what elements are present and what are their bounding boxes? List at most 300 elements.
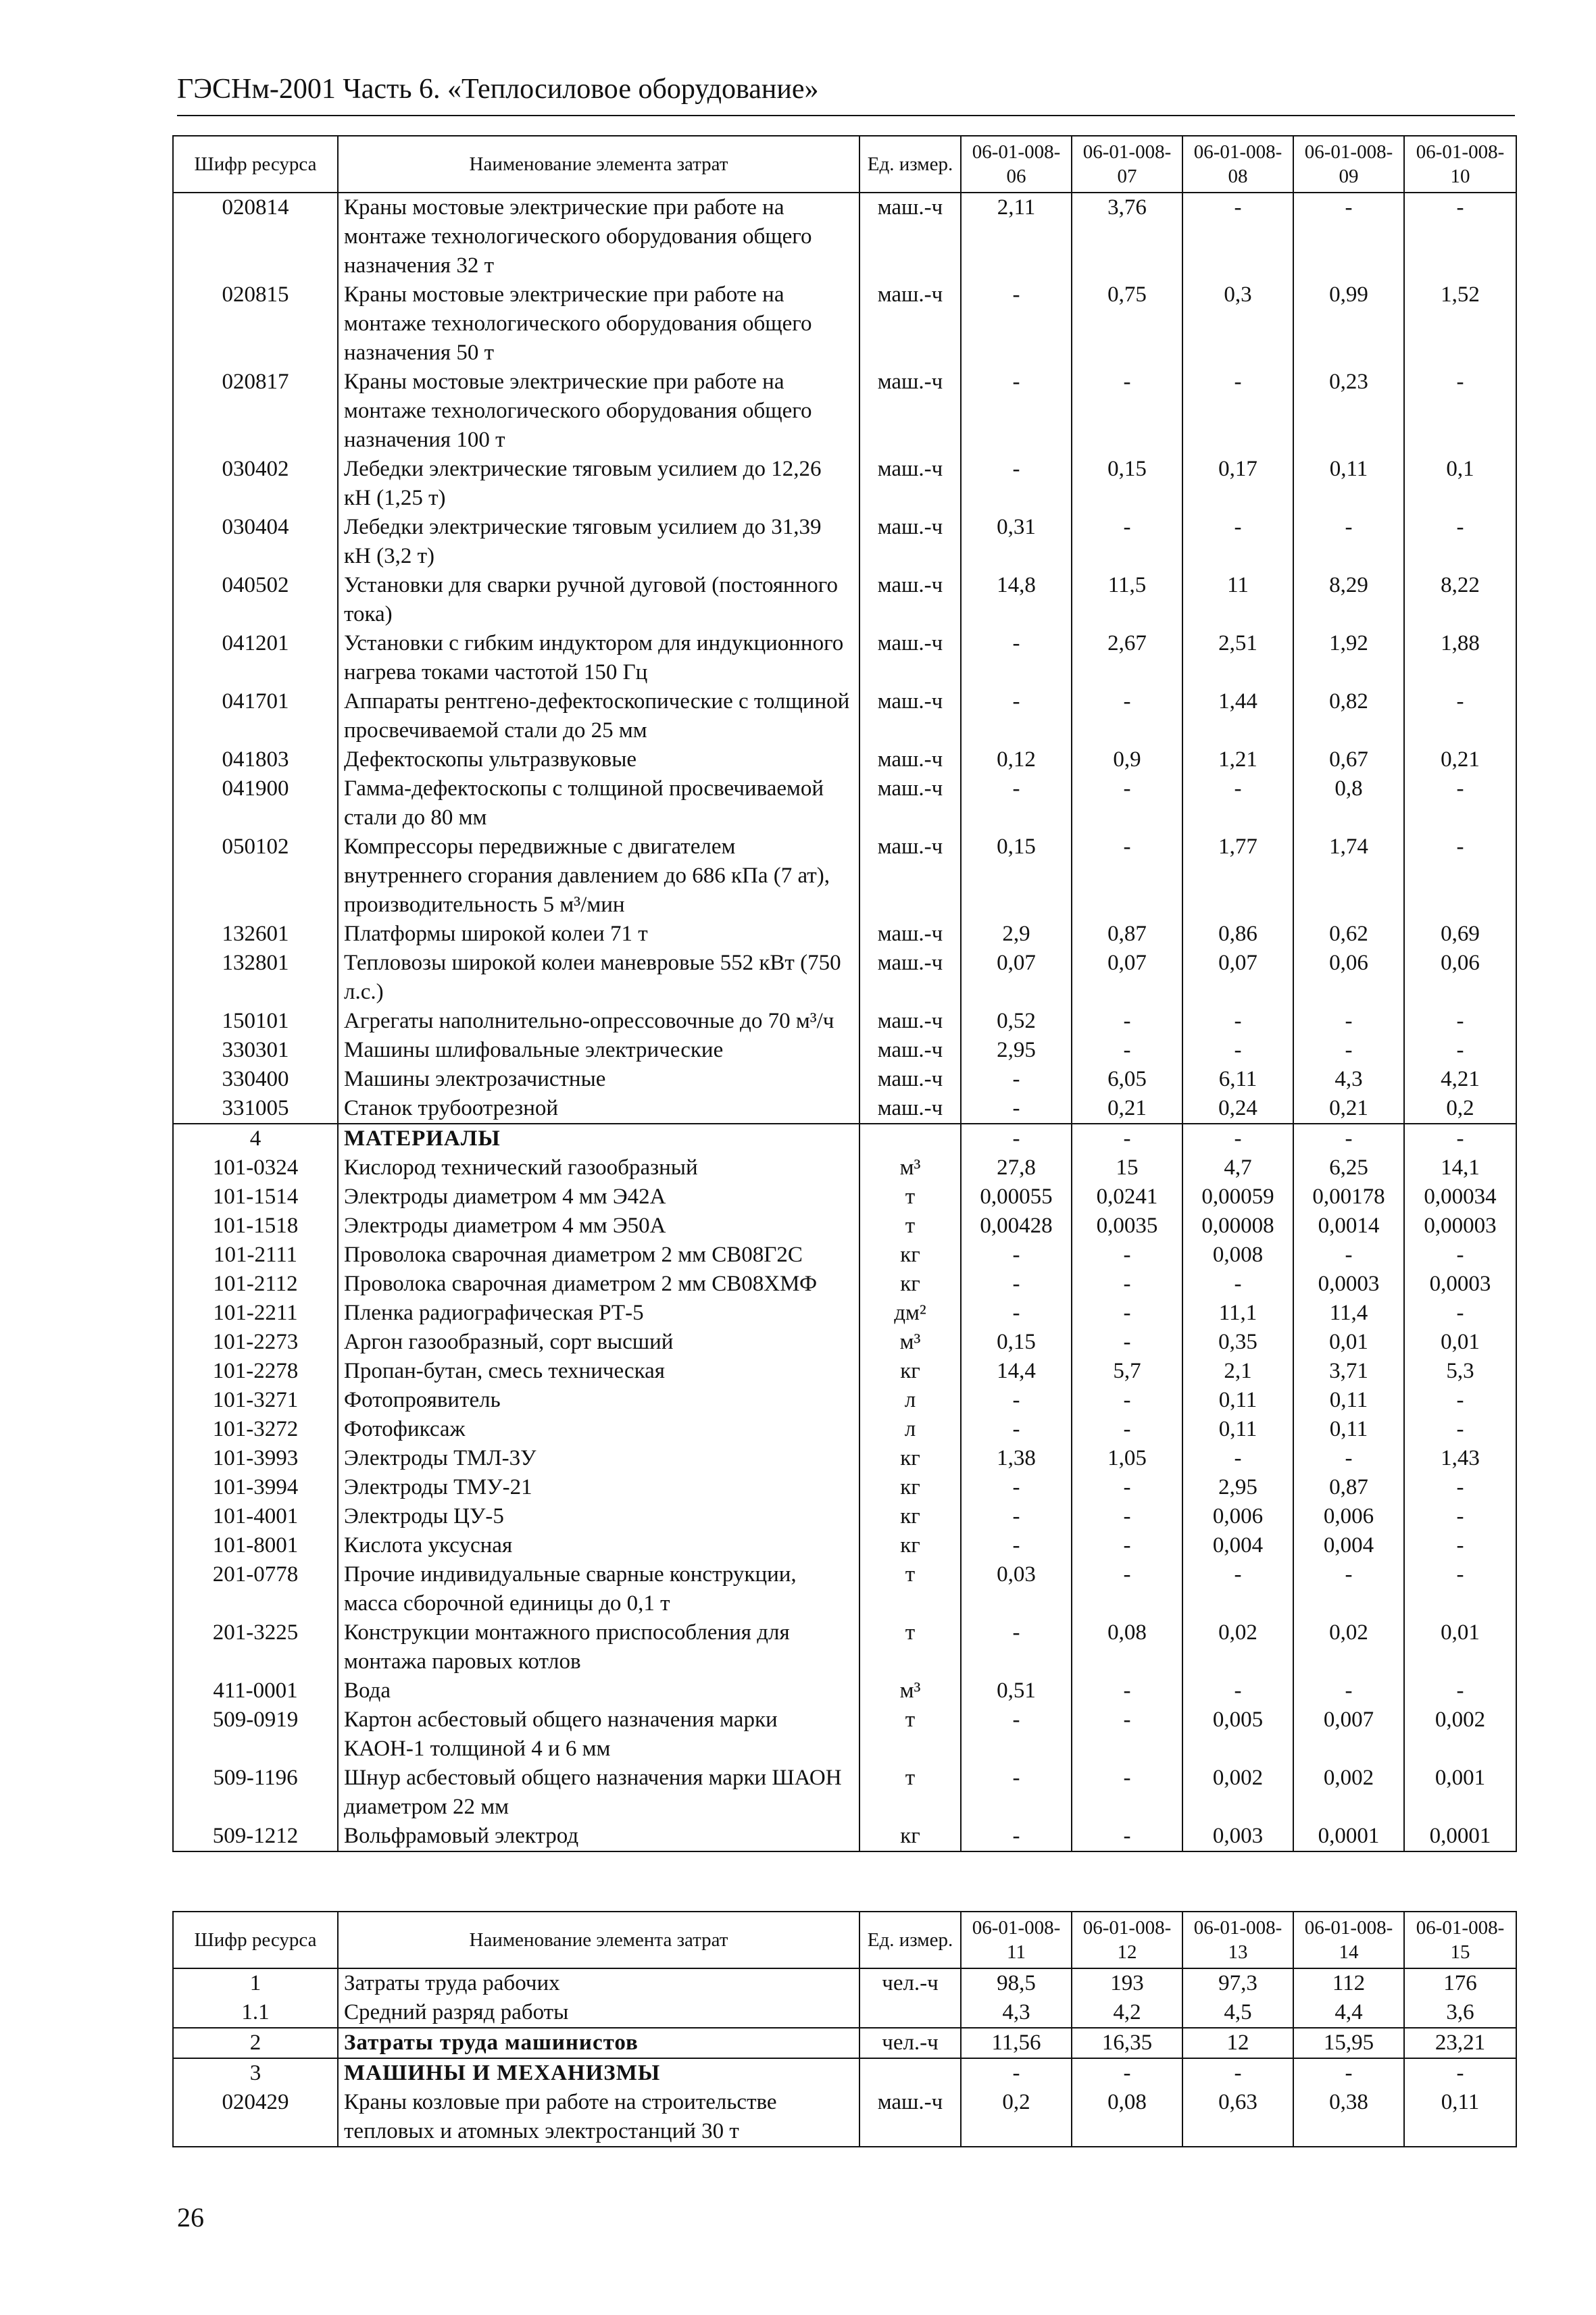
- resource-code-cell: 030404: [173, 513, 338, 571]
- value-cell: -: [1072, 1241, 1182, 1270]
- resource-table-2: [172, 1911, 1517, 2147]
- resource-name-cell: Тепловозы широкой колеи маневровые 552 кВт (750 л.с.): [338, 949, 859, 1007]
- resource-name-cell: Краны мостовые электрические при работе на монтаже технологического оборудования общего назначения 100 т: [338, 368, 859, 455]
- resource-code-cell: 1.1: [173, 1998, 338, 2028]
- resource-code-cell: 101-3993: [173, 1444, 338, 1473]
- value-cell: 2,11: [961, 193, 1072, 280]
- value-cell: 12: [1182, 2028, 1293, 2058]
- unit-cell: маш.-ч: [859, 687, 961, 745]
- value-cell: -: [961, 1241, 1072, 1270]
- value-cell: -: [961, 1094, 1072, 1124]
- unit-cell: м³: [859, 1153, 961, 1183]
- value-cell: 0,001: [1404, 1764, 1516, 1822]
- value-cell: 6,05: [1072, 1065, 1182, 1094]
- value-cell: 14,4: [961, 1357, 1072, 1386]
- table-row: [173, 1094, 1516, 1124]
- table-row: [173, 1473, 1516, 1502]
- value-cell: -: [1072, 2058, 1182, 2088]
- resource-name-cell: Краны козловые при работе на строительстве тепловых и атомных электростанций 30 т: [338, 2088, 859, 2147]
- resource-code-cell: 201-3225: [173, 1618, 338, 1676]
- resource-code-cell: 101-2211: [173, 1299, 338, 1328]
- value-cell: 0,11: [1293, 1386, 1404, 1415]
- value-cell: -: [1293, 2058, 1404, 2088]
- unit-cell: т: [859, 1212, 961, 1241]
- value-cell: -: [1182, 1007, 1293, 1036]
- value-cell: 0,02: [1182, 1618, 1293, 1676]
- column-header: 06-01-008-10: [1404, 136, 1516, 193]
- unit-cell: маш.-ч: [859, 1065, 961, 1094]
- value-cell: 0,11: [1293, 1415, 1404, 1444]
- resource-code-cell: 041803: [173, 745, 338, 774]
- table-row: [173, 1531, 1516, 1560]
- value-cell: -: [1404, 1473, 1516, 1502]
- value-cell: 1,52: [1404, 280, 1516, 368]
- value-cell: -: [961, 455, 1072, 513]
- value-cell: 0,01: [1293, 1328, 1404, 1357]
- value-cell: 1,74: [1293, 832, 1404, 920]
- value-cell: -: [1293, 1124, 1404, 1153]
- value-cell: -: [1182, 774, 1293, 832]
- resource-code-cell: 509-1196: [173, 1764, 338, 1822]
- unit-cell: т: [859, 1764, 961, 1822]
- table-row: [173, 1036, 1516, 1065]
- table-row: [173, 1357, 1516, 1386]
- value-cell: -: [961, 1618, 1072, 1676]
- column-header: Ед. измер.: [859, 1912, 961, 1968]
- value-cell: -: [1072, 1328, 1182, 1357]
- value-cell: 0,00008: [1182, 1212, 1293, 1241]
- table-row: [173, 1998, 1516, 2028]
- column-header: Наименование элемента затрат: [338, 136, 859, 193]
- resource-name-cell: МАШИНЫ И МЕХАНИЗМЫ: [338, 2058, 859, 2088]
- value-cell: 11: [1182, 571, 1293, 629]
- value-cell: -: [1293, 1444, 1404, 1473]
- value-cell: 11,1: [1182, 1299, 1293, 1328]
- resource-code-cell: 509-1212: [173, 1822, 338, 1851]
- value-cell: -: [961, 1386, 1072, 1415]
- value-cell: -: [1293, 1036, 1404, 1065]
- value-cell: 0,0001: [1404, 1822, 1516, 1851]
- value-cell: 1,21: [1182, 745, 1293, 774]
- resource-name-cell: Вольфрамовый электрод: [338, 1822, 859, 1851]
- resource-name-cell: Затраты труда рабочих: [338, 1968, 859, 1998]
- table-row: [173, 513, 1516, 571]
- value-cell: 0,00003: [1404, 1212, 1516, 1241]
- value-cell: 1,44: [1182, 687, 1293, 745]
- value-cell: 2,95: [961, 1036, 1072, 1065]
- value-cell: -: [1072, 1676, 1182, 1706]
- table-header-row: [173, 1912, 1516, 1968]
- table-row: [173, 1502, 1516, 1531]
- value-cell: 0,11: [1182, 1386, 1293, 1415]
- resource-code-cell: 509-0919: [173, 1706, 338, 1764]
- resource-name-cell: Фотопроявитель: [338, 1386, 859, 1415]
- value-cell: 0,0003: [1293, 1270, 1404, 1299]
- value-cell: -: [1072, 368, 1182, 455]
- value-cell: 0,07: [1072, 949, 1182, 1007]
- value-cell: 0,23: [1293, 368, 1404, 455]
- section-row: [173, 2028, 1516, 2058]
- value-cell: 0,0241: [1072, 1183, 1182, 1212]
- unit-cell: маш.-ч: [859, 832, 961, 920]
- unit-cell: кг: [859, 1473, 961, 1502]
- value-cell: 0,00428: [961, 1212, 1072, 1241]
- value-cell: 97,3: [1182, 1968, 1293, 1998]
- value-cell: 0,006: [1182, 1502, 1293, 1531]
- value-cell: 4,4: [1293, 1998, 1404, 2028]
- value-cell: 0,002: [1404, 1706, 1516, 1764]
- resource-name-cell: Шнур асбестовый общего назначения марки ШАОН диаметром 22 мм: [338, 1764, 859, 1822]
- column-header: 06-01-008-12: [1072, 1912, 1182, 1968]
- value-cell: 16,35: [1072, 2028, 1182, 2058]
- value-cell: -: [1404, 832, 1516, 920]
- value-cell: 0,99: [1293, 280, 1404, 368]
- resource-code-cell: 101-2273: [173, 1328, 338, 1357]
- value-cell: 27,8: [961, 1153, 1072, 1183]
- value-cell: 0,38: [1293, 2088, 1404, 2147]
- table-row: [173, 1212, 1516, 1241]
- unit-cell: кг: [859, 1357, 961, 1386]
- resource-name-cell: Кислота уксусная: [338, 1531, 859, 1560]
- unit-cell: л: [859, 1415, 961, 1444]
- value-cell: -: [961, 1124, 1072, 1153]
- resource-name-cell: Аппараты рентгено-дефектоскопические с толщиной просвечиваемой стали до 25 мм: [338, 687, 859, 745]
- table-row: [173, 920, 1516, 949]
- value-cell: 98,5: [961, 1968, 1072, 1998]
- resource-code-cell: 020817: [173, 368, 338, 455]
- value-cell: 112: [1293, 1968, 1404, 1998]
- unit-cell: т: [859, 1706, 961, 1764]
- value-cell: -: [1182, 1124, 1293, 1153]
- table-row: [173, 1676, 1516, 1706]
- value-cell: 0,00178: [1293, 1183, 1404, 1212]
- value-cell: 0,87: [1072, 920, 1182, 949]
- value-cell: -: [1072, 687, 1182, 745]
- resource-name-cell: Электроды ТМУ-21: [338, 1473, 859, 1502]
- value-cell: -: [1404, 2058, 1516, 2088]
- value-cell: 4,2: [1072, 1998, 1182, 2028]
- value-cell: -: [961, 280, 1072, 368]
- value-cell: -: [1404, 513, 1516, 571]
- value-cell: 3,76: [1072, 193, 1182, 280]
- value-cell: 4,21: [1404, 1065, 1516, 1094]
- resource-name-cell: Дефектоскопы ультразвуковые: [338, 745, 859, 774]
- unit-cell: маш.-ч: [859, 513, 961, 571]
- value-cell: 4,3: [1293, 1065, 1404, 1094]
- value-cell: 0,00059: [1182, 1183, 1293, 1212]
- unit-cell: маш.-ч: [859, 2088, 961, 2147]
- value-cell: 1,77: [1182, 832, 1293, 920]
- value-cell: 0,0014: [1293, 1212, 1404, 1241]
- unit-cell: маш.-ч: [859, 949, 961, 1007]
- value-cell: -: [1072, 1560, 1182, 1618]
- resource-code-cell: 331005: [173, 1094, 338, 1124]
- column-header: 06-01-008-09: [1293, 136, 1404, 193]
- table-row: [173, 832, 1516, 920]
- table-row: [173, 571, 1516, 629]
- value-cell: 2,51: [1182, 629, 1293, 687]
- value-cell: -: [1072, 832, 1182, 920]
- unit-cell: маш.-ч: [859, 571, 961, 629]
- value-cell: 0,75: [1072, 280, 1182, 368]
- value-cell: 0,1: [1404, 455, 1516, 513]
- resource-name-cell: Картон асбестовый общего назначения марки КАОН-1 толщиной 4 и 6 мм: [338, 1706, 859, 1764]
- column-header: 06-01-008-06: [961, 136, 1072, 193]
- table-row: [173, 1415, 1516, 1444]
- resource-name-cell: Машины электрозачистные: [338, 1065, 859, 1094]
- value-cell: -: [1293, 193, 1404, 280]
- value-cell: 0,86: [1182, 920, 1293, 949]
- resource-code-cell: 101-0324: [173, 1153, 338, 1183]
- value-cell: 0,0001: [1293, 1822, 1404, 1851]
- unit-cell: маш.-ч: [859, 1094, 961, 1124]
- value-cell: -: [1072, 1007, 1182, 1036]
- value-cell: 8,22: [1404, 571, 1516, 629]
- table-row: [173, 1007, 1516, 1036]
- resource-code-cell: 101-2111: [173, 1241, 338, 1270]
- column-header: Шифр ресурса: [173, 1912, 338, 1968]
- column-header: Наименование элемента затрат: [338, 1912, 859, 1968]
- value-cell: -: [1182, 1036, 1293, 1065]
- value-cell: -: [1072, 1415, 1182, 1444]
- value-cell: 1,38: [961, 1444, 1072, 1473]
- resource-name-cell: Агрегаты наполнительно-опрессовочные до 70 м³/ч: [338, 1007, 859, 1036]
- value-cell: -: [1404, 1036, 1516, 1065]
- table-row: [173, 455, 1516, 513]
- value-cell: 0,004: [1293, 1531, 1404, 1560]
- value-cell: 0,003: [1182, 1822, 1293, 1851]
- resource-code-cell: 041201: [173, 629, 338, 687]
- value-cell: -: [961, 2058, 1072, 2088]
- table-row: [173, 774, 1516, 832]
- value-cell: 0,15: [961, 1328, 1072, 1357]
- value-cell: -: [1404, 1560, 1516, 1618]
- resource-code-cell: 101-2278: [173, 1357, 338, 1386]
- resource-name-cell: Вода: [338, 1676, 859, 1706]
- table-row: [173, 1618, 1516, 1676]
- value-cell: 0,00034: [1404, 1183, 1516, 1212]
- value-cell: -: [1072, 774, 1182, 832]
- table-row: [173, 2088, 1516, 2147]
- resource-code-cell: 101-4001: [173, 1502, 338, 1531]
- column-header: 06-01-008-11: [961, 1912, 1072, 1968]
- table-row: [173, 1328, 1516, 1357]
- value-cell: -: [1404, 1299, 1516, 1328]
- table-row: [173, 1968, 1516, 1998]
- resource-name-cell: Конструкции монтажного приспособления для монтажа паровых котлов: [338, 1618, 859, 1676]
- resource-name-cell: Прочие индивидуальные сварные конструкции, масса сборочной единицы до 0,1 т: [338, 1560, 859, 1618]
- value-cell: -: [961, 1764, 1072, 1822]
- value-cell: -: [961, 1502, 1072, 1531]
- value-cell: 0,35: [1182, 1328, 1293, 1357]
- unit-cell: кг: [859, 1444, 961, 1473]
- value-cell: 0,0003: [1404, 1270, 1516, 1299]
- value-cell: 0,9: [1072, 745, 1182, 774]
- resource-code-cell: 101-1514: [173, 1183, 338, 1212]
- unit-cell: л: [859, 1386, 961, 1415]
- value-cell: -: [1072, 1822, 1182, 1851]
- resource-name-cell: Электроды диаметром 4 мм Э42А: [338, 1183, 859, 1212]
- value-cell: 0,06: [1293, 949, 1404, 1007]
- value-cell: 3,71: [1293, 1357, 1404, 1386]
- unit-cell: т: [859, 1618, 961, 1676]
- value-cell: 14,8: [961, 571, 1072, 629]
- value-cell: 0,62: [1293, 920, 1404, 949]
- value-cell: -: [961, 1706, 1072, 1764]
- column-header: Ед. измер.: [859, 136, 961, 193]
- value-cell: 1,43: [1404, 1444, 1516, 1473]
- value-cell: -: [961, 1473, 1072, 1502]
- value-cell: -: [1404, 687, 1516, 745]
- resource-code-cell: 020814: [173, 193, 338, 280]
- value-cell: 0,006: [1293, 1502, 1404, 1531]
- value-cell: 0,63: [1182, 2088, 1293, 2147]
- value-cell: 1,88: [1404, 629, 1516, 687]
- value-cell: 0,07: [1182, 949, 1293, 1007]
- value-cell: 0,0035: [1072, 1212, 1182, 1241]
- unit-cell: кг: [859, 1270, 961, 1299]
- value-cell: 2,1: [1182, 1357, 1293, 1386]
- value-cell: 1,92: [1293, 629, 1404, 687]
- value-cell: 0,07: [961, 949, 1072, 1007]
- table-body: [173, 1968, 1516, 2147]
- column-header: 06-01-008-15: [1404, 1912, 1516, 1968]
- value-cell: 0,11: [1293, 455, 1404, 513]
- value-cell: -: [1293, 1007, 1404, 1036]
- value-cell: 1,05: [1072, 1444, 1182, 1473]
- value-cell: 0,31: [961, 513, 1072, 571]
- unit-cell: м³: [859, 1328, 961, 1357]
- resource-name-cell: Аргон газообразный, сорт высший: [338, 1328, 859, 1357]
- resource-name-cell: МАТЕРИАЛЫ: [338, 1124, 859, 1153]
- resource-name-cell: Гамма-дефектоскопы с толщиной просвечиваемой стали до 80 мм: [338, 774, 859, 832]
- value-cell: -: [1293, 1676, 1404, 1706]
- table-row: [173, 1764, 1516, 1822]
- value-cell: 0,87: [1293, 1473, 1404, 1502]
- page-title: ГЭСНм-2001 Часть 6. «Теплосиловое оборудование»: [177, 74, 819, 105]
- value-cell: 2,67: [1072, 629, 1182, 687]
- resource-code-cell: 101-3271: [173, 1386, 338, 1415]
- resource-name-cell: Установки для сварки ручной дуговой (постоянного тока): [338, 571, 859, 629]
- resource-name-cell: Станок трубоотрезной: [338, 1094, 859, 1124]
- value-cell: 0,8: [1293, 774, 1404, 832]
- value-cell: -: [961, 1822, 1072, 1851]
- resource-code-cell: 132801: [173, 949, 338, 1007]
- value-cell: -: [1404, 1007, 1516, 1036]
- value-cell: -: [1404, 774, 1516, 832]
- value-cell: -: [1182, 1444, 1293, 1473]
- value-cell: 4,5: [1182, 1998, 1293, 2028]
- value-cell: 0,24: [1182, 1094, 1293, 1124]
- table-row: [173, 1386, 1516, 1415]
- resource-code-cell: 132601: [173, 920, 338, 949]
- unit-cell: кг: [859, 1531, 961, 1560]
- value-cell: 3,6: [1404, 1998, 1516, 2028]
- value-cell: -: [1072, 1502, 1182, 1531]
- value-cell: -: [961, 1415, 1072, 1444]
- unit-cell: маш.-ч: [859, 1007, 961, 1036]
- resource-code-cell: 330400: [173, 1065, 338, 1094]
- value-cell: -: [961, 1065, 1072, 1094]
- resource-name-cell: Лебедки электрические тяговым усилием до 12,26 кН (1,25 т): [338, 455, 859, 513]
- table-row: [173, 745, 1516, 774]
- resource-code-cell: 2: [173, 2028, 338, 2058]
- value-cell: 8,29: [1293, 571, 1404, 629]
- value-cell: 0,3: [1182, 280, 1293, 368]
- table-row: [173, 1706, 1516, 1764]
- value-cell: -: [1182, 2058, 1293, 2088]
- value-cell: 0,08: [1072, 2088, 1182, 2147]
- value-cell: 0,2: [1404, 1094, 1516, 1124]
- resource-code-cell: 101-2112: [173, 1270, 338, 1299]
- resource-name-cell: Краны мостовые электрические при работе на монтаже технологического оборудования общего назначения 50 т: [338, 280, 859, 368]
- value-cell: -: [1293, 1241, 1404, 1270]
- value-cell: 0,06: [1404, 949, 1516, 1007]
- value-cell: 0,21: [1404, 745, 1516, 774]
- table-row: [173, 368, 1516, 455]
- value-cell: -: [961, 1299, 1072, 1328]
- value-cell: 0,82: [1293, 687, 1404, 745]
- resource-name-cell: Краны мостовые электрические при работе на монтаже технологического оборудования общего назначения 32 т: [338, 193, 859, 280]
- table-row: [173, 687, 1516, 745]
- resource-code-cell: 201-0778: [173, 1560, 338, 1618]
- value-cell: 11,56: [961, 2028, 1072, 2058]
- value-cell: 15,95: [1293, 2028, 1404, 2058]
- unit-cell: чел.-ч: [859, 2028, 961, 2058]
- resource-name-cell: Машины шлифовальные электрические: [338, 1036, 859, 1065]
- value-cell: 0,52: [961, 1007, 1072, 1036]
- value-cell: 4,3: [961, 1998, 1072, 2028]
- table-row: [173, 1241, 1516, 1270]
- value-cell: 11,5: [1072, 571, 1182, 629]
- unit-cell: маш.-ч: [859, 920, 961, 949]
- value-cell: -: [1072, 1706, 1182, 1764]
- unit-cell: т: [859, 1560, 961, 1618]
- value-cell: 0,67: [1293, 745, 1404, 774]
- value-cell: 0,11: [1182, 1415, 1293, 1444]
- table-row: [173, 1183, 1516, 1212]
- unit-cell: дм²: [859, 1299, 961, 1328]
- value-cell: -: [961, 629, 1072, 687]
- value-cell: -: [1293, 513, 1404, 571]
- value-cell: 4,7: [1182, 1153, 1293, 1183]
- value-cell: -: [1072, 1270, 1182, 1299]
- table-row: [173, 1065, 1516, 1094]
- table-row: [173, 1299, 1516, 1328]
- resource-name-cell: Электроды ЦУ-5: [338, 1502, 859, 1531]
- resource-name-cell: Затраты труда машинистов: [338, 2028, 859, 2058]
- resource-code-cell: 050102: [173, 832, 338, 920]
- unit-cell: маш.-ч: [859, 774, 961, 832]
- value-cell: -: [1404, 1531, 1516, 1560]
- value-cell: 0,004: [1182, 1531, 1293, 1560]
- unit-cell: кг: [859, 1822, 961, 1851]
- value-cell: -: [961, 368, 1072, 455]
- resource-code-cell: 101-3994: [173, 1473, 338, 1502]
- section-row: [173, 1124, 1516, 1153]
- value-cell: -: [1072, 1386, 1182, 1415]
- value-cell: -: [1072, 1764, 1182, 1822]
- unit-cell: [859, 2058, 961, 2088]
- value-cell: 0,00055: [961, 1183, 1072, 1212]
- unit-cell: маш.-ч: [859, 745, 961, 774]
- value-cell: -: [1404, 1386, 1516, 1415]
- table-row: [173, 1270, 1516, 1299]
- resource-code-cell: 4: [173, 1124, 338, 1153]
- resource-name-cell: Средний разряд работы: [338, 1998, 859, 2028]
- resource-code-cell: 020815: [173, 280, 338, 368]
- table-row: [173, 1444, 1516, 1473]
